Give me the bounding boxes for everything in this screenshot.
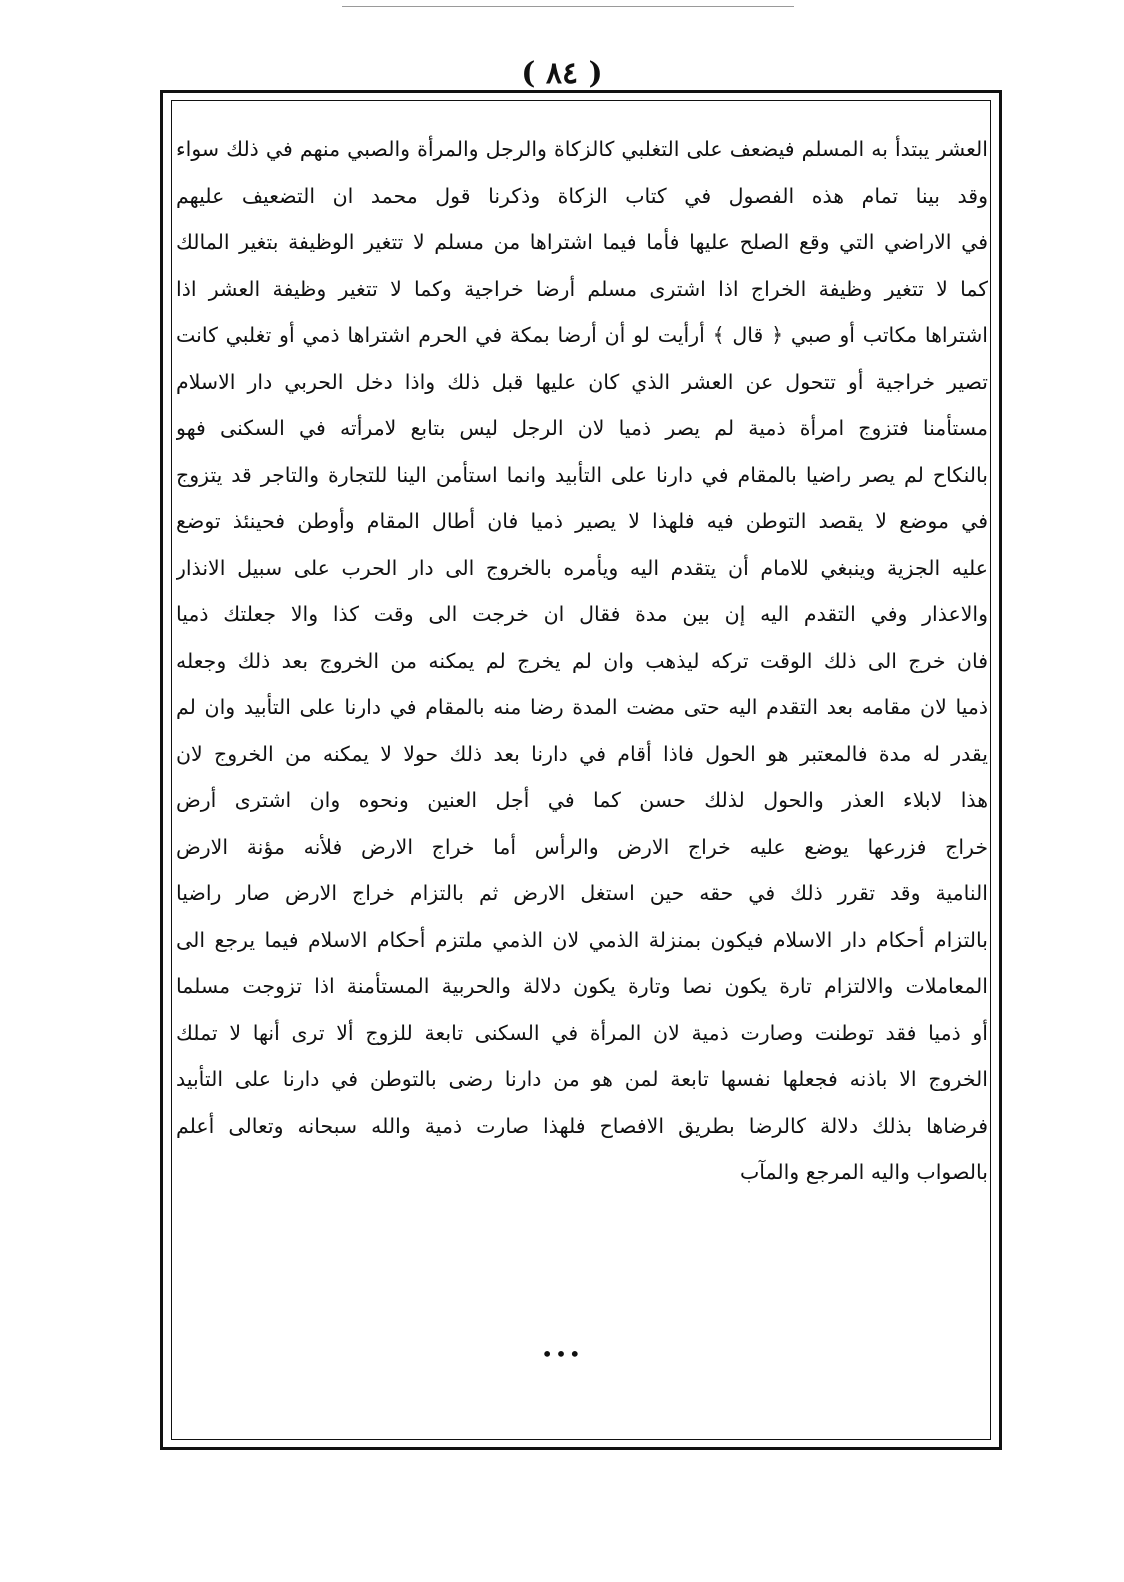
text-line: أو ذميا فقد توطنت وصارت ذمية لان المرأة في السكنى تابعة للزوج ألا ترى أنها لا تملك: [176, 1020, 988, 1045]
text-line: والاعذار وفي التقدم اليه إن بين مدة فقال ان خرجت الى وقت كذا والا جعلتك ذميا: [176, 602, 988, 626]
text-line: تصير خراجية أو تتحول عن العشر الذي كان عليها قبل ذلك واذا دخل الحربي دار الاسلام: [176, 369, 988, 394]
text-line: يقدر له مدة فالمعتبر هو الحول فاذا أقام في دارنا بعد ذلك حولا لا يمكنه من الخروج لان: [176, 741, 988, 766]
text-line: فرضاها بذلك دلالة كالرضا بطريق الافصاح فلهذا صارت ذمية والله سبحانه وتعالى أعلم: [176, 1113, 988, 1138]
text-line: كما لا تتغير وظيفة الخراج اذا اشترى مسلم أرضا خراجية وكما لا تتغير وظيفة العشر اذا: [176, 276, 988, 301]
text-line: هذا لابلاء العذر والحول لذلك حسن كما في أجل العنين ونحوه وان اشترى أرض: [176, 788, 988, 812]
text-line: المعاملات والالتزام تارة يكون نصا وتارة يكون دلالة والحربية المستأمنة اذا تزوجت مسلما: [176, 974, 988, 998]
text-line: مستأمنا فتزوج امرأة ذمية لم يصر ذميا لان الرجل ليس بتابع لامرأته في السكنى فهو: [176, 416, 988, 440]
text-line: في موضع لا يقصد التوطن فيه فلهذا لا يصير ذميا فان أطال المقام وأوطن فحينئذ توضع: [176, 509, 988, 533]
text-line: فان خرج الى ذلك الوقت تركه ليذهب وان لم يخرج لم يمكنه من الخروج بعد ذلك وجعله: [176, 648, 988, 673]
text-line: بالتزام أحكام دار الاسلام فيكون بمنزلة الذمي لان الذمي ملتزم أحكام الاسلام فيما يرجع الى: [176, 927, 988, 952]
text-line: النامية وقد تقرر ذلك في حقه حين استغل الارض ثم بالتزام خراج الارض صار راضيا: [176, 881, 988, 905]
text-line: في الاراضي التي وقع الصلح عليها فأما فيما اشتراها من مسلم لا تتغير الوظيفة بتغير المالك: [176, 230, 988, 254]
text-body: [176, 126, 988, 1196]
text-line: بالنكاح لم يصر راضيا بالمقام في دارنا على التأبيد وانما استأمن الينا للتجارة والتاجر قد يتزوج: [176, 462, 988, 487]
text-line: وقد بينا تمام هذه الفصول في كتاب الزكاة وذكرنا قول محمد ان التضعيف عليهم: [176, 183, 988, 208]
text-line: العشر يبتدأ به المسلم فيضعف على التغلبي كالزكاة والرجل والمرأة والصبي منهم في ذلك سواء: [176, 137, 988, 161]
text-line: الخروج الا باذنه فجعلها نفسها تابعة لمن هو من دارنا رضى بالتوطن في دارنا على التأبيد: [176, 1067, 988, 1091]
text-line: ذميا لان مقامه بعد التقدم اليه حتى مضت المدة رضا منه بالمقام في دارنا على التأبيد وان لم: [176, 695, 988, 719]
text-line: اشتراها مكاتب أو صبي ﴿ قال ﴾ أرأيت لو أن أرضا بمكة في الحرم اشتراها ذمي أو تغلبي كانت: [176, 323, 988, 347]
text-line: عليه الجزية وينبغي للامام أن يتقدم اليه ويأمره بالخروج الى دار الحرب على سبيل الانذار: [176, 555, 988, 580]
page-number: ( ٨٤ ): [521, 56, 603, 91]
text-line-final: بالصواب واليه المرجع والمآب: [739, 1160, 988, 1184]
section-end-mark: •••: [541, 1342, 583, 1366]
text-line: خراج فزرعها يوضع عليه خراج الارض والرأس أما خراج الارض فلأنه مؤنة الارض: [176, 834, 988, 859]
top-rule: [342, 6, 794, 7]
